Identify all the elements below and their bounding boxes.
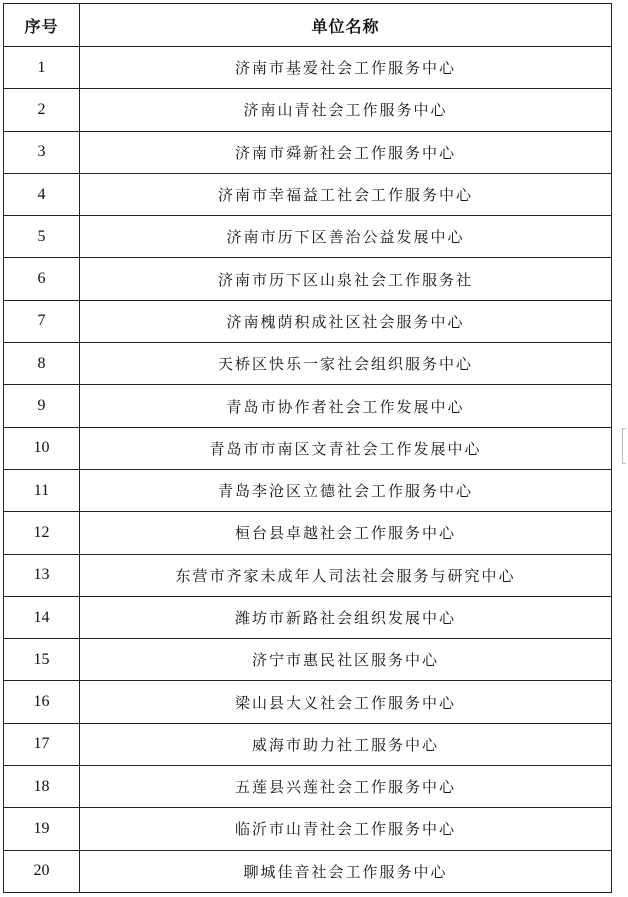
table-row <box>4 131 612 173</box>
table-row <box>4 596 612 638</box>
seq-cell: 14 <box>4 596 80 638</box>
seq-cell: 13 <box>4 554 80 596</box>
name-cell: 聊城佳音社会工作服务中心 <box>80 850 612 892</box>
table-header-row <box>4 4 612 47</box>
table-row <box>4 216 612 258</box>
name-cell: 济南山青社会工作服务中心 <box>80 89 612 131</box>
name-cell: 青岛市市南区文青社会工作发展中心 <box>80 427 612 469</box>
name-cell: 济南市幸福益工社会工作服务中心 <box>80 173 612 215</box>
table-row <box>4 385 612 427</box>
table-row <box>4 89 612 131</box>
name-cell: 济南市舜新社会工作服务中心 <box>80 131 612 173</box>
seq-cell: 17 <box>4 723 80 765</box>
name-cell: 梁山县大义社会工作服务中心 <box>80 681 612 723</box>
name-cell: 济南槐荫积成社区社会服务中心 <box>80 300 612 342</box>
header-seq: 序号 <box>4 4 80 47</box>
seq-cell: 20 <box>4 850 80 892</box>
table-row <box>4 850 612 892</box>
name-cell: 潍坊市新路社会组织发展中心 <box>80 596 612 638</box>
seq-cell: 12 <box>4 512 80 554</box>
seq-cell: 16 <box>4 681 80 723</box>
name-cell: 桓台县卓越社会工作服务中心 <box>80 512 612 554</box>
name-cell: 济南市历下区善治公益发展中心 <box>80 216 612 258</box>
seq-cell: 2 <box>4 89 80 131</box>
table-row <box>4 173 612 215</box>
table-row <box>4 554 612 596</box>
table-row <box>4 427 612 469</box>
organization-table <box>3 3 612 893</box>
page-edge-tick-bottom <box>622 463 626 464</box>
page-edge-tick-top <box>622 428 626 429</box>
seq-cell: 9 <box>4 385 80 427</box>
seq-cell: 1 <box>4 47 80 89</box>
table-row <box>4 300 612 342</box>
table-row <box>4 723 612 765</box>
name-cell: 青岛李沧区立德社会工作服务中心 <box>80 469 612 511</box>
name-cell: 济南市基爱社会工作服务中心 <box>80 47 612 89</box>
name-cell: 威海市助力社工服务中心 <box>80 723 612 765</box>
table-row <box>4 343 612 385</box>
header-name: 单位名称 <box>80 4 612 47</box>
seq-cell: 7 <box>4 300 80 342</box>
name-cell: 济宁市惠民社区服务中心 <box>80 639 612 681</box>
table-row <box>4 469 612 511</box>
name-cell: 济南市历下区山泉社会工作服务社 <box>80 258 612 300</box>
name-cell: 临沂市山青社会工作服务中心 <box>80 808 612 850</box>
seq-cell: 3 <box>4 131 80 173</box>
seq-cell: 6 <box>4 258 80 300</box>
seq-cell: 5 <box>4 216 80 258</box>
table-row <box>4 47 612 89</box>
name-cell: 东营市齐家未成年人司法社会服务与研究中心 <box>80 554 612 596</box>
seq-cell: 18 <box>4 766 80 808</box>
table-row <box>4 512 612 554</box>
table-row <box>4 639 612 681</box>
table-row <box>4 258 612 300</box>
seq-cell: 15 <box>4 639 80 681</box>
seq-cell: 10 <box>4 427 80 469</box>
seq-cell: 8 <box>4 343 80 385</box>
page-edge-marker <box>622 428 623 464</box>
name-cell: 青岛市协作者社会工作发展中心 <box>80 385 612 427</box>
name-cell: 五莲县兴莲社会工作服务中心 <box>80 766 612 808</box>
seq-cell: 11 <box>4 469 80 511</box>
table-row <box>4 766 612 808</box>
name-cell: 天桥区快乐一家社会组织服务中心 <box>80 343 612 385</box>
seq-cell: 4 <box>4 173 80 215</box>
table-row <box>4 808 612 850</box>
table-row <box>4 681 612 723</box>
seq-cell: 19 <box>4 808 80 850</box>
